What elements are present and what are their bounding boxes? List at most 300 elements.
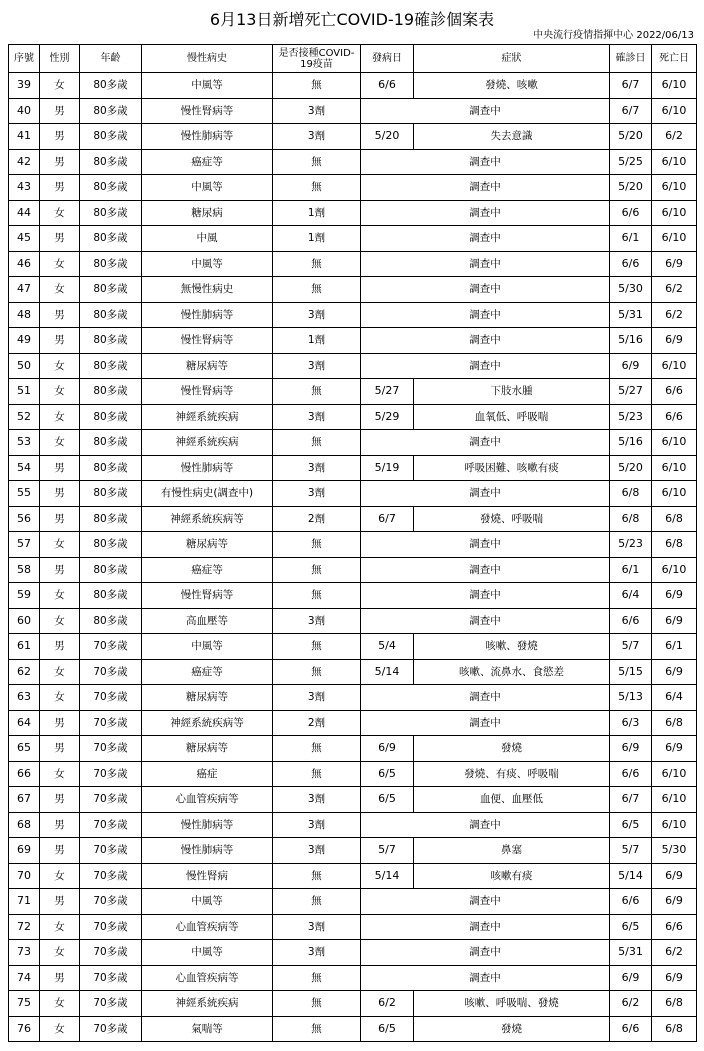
- cell-number: 49: [9, 328, 40, 354]
- cell-number: 57: [9, 532, 40, 558]
- cell-vaccination: 無: [273, 73, 361, 99]
- cell-age: 70多歲: [80, 736, 142, 762]
- cell-sex: 女: [40, 353, 80, 379]
- cell-vaccination: 無: [273, 634, 361, 660]
- cell-symptoms: 調查中: [361, 353, 610, 379]
- cell-confirmed-date: 5/13: [610, 685, 652, 711]
- cell-onset-date: 6/5: [361, 787, 414, 813]
- cell-symptoms: 調查中: [361, 965, 610, 991]
- cell-death-date: 6/4: [652, 685, 697, 711]
- col-header-symptoms: 症狀: [414, 45, 610, 73]
- cell-symptoms: 調查中: [361, 685, 610, 711]
- cell-vaccination: 2劑: [273, 710, 361, 736]
- cell-death-date: 6/9: [652, 328, 697, 354]
- cell-age: 80多歲: [80, 532, 142, 558]
- cell-onset-date: 6/5: [361, 761, 414, 787]
- cell-chronic-history: 慢性腎病: [142, 863, 273, 889]
- cell-chronic-history: 中風: [142, 226, 273, 252]
- cell-death-date: 6/2: [652, 277, 697, 303]
- cell-vaccination: 2劑: [273, 506, 361, 532]
- cell-death-date: 6/10: [652, 430, 697, 456]
- col-header-sex: 性別: [40, 45, 80, 73]
- cell-onset-date: 5/7: [361, 838, 414, 864]
- cell-chronic-history: 神經系統疾病等: [142, 710, 273, 736]
- table-row: [9, 914, 697, 940]
- cell-chronic-history: 糖尿病等: [142, 353, 273, 379]
- cell-number: 69: [9, 838, 40, 864]
- cell-number: 41: [9, 124, 40, 150]
- cell-death-date: 6/2: [652, 302, 697, 328]
- cell-confirmed-date: 6/9: [610, 353, 652, 379]
- cell-symptoms: 調查中: [361, 251, 610, 277]
- cell-confirmed-date: 6/2: [610, 991, 652, 1017]
- table-row: [9, 200, 697, 226]
- cell-confirmed-date: 5/25: [610, 149, 652, 175]
- cell-age: 80多歲: [80, 251, 142, 277]
- cell-vaccination: 3劑: [273, 787, 361, 813]
- cell-age: 80多歲: [80, 124, 142, 150]
- cell-age: 80多歲: [80, 226, 142, 252]
- cell-confirmed-date: 5/14: [610, 863, 652, 889]
- table-row: [9, 557, 697, 583]
- cell-age: 70多歲: [80, 812, 142, 838]
- cell-vaccination: 3劑: [273, 98, 361, 124]
- cell-age: 80多歲: [80, 481, 142, 507]
- cell-sex: 男: [40, 149, 80, 175]
- cell-chronic-history: 有慢性病史(調查中): [142, 481, 273, 507]
- cell-death-date: 6/10: [652, 481, 697, 507]
- cell-age: 70多歲: [80, 634, 142, 660]
- cell-onset-date: 5/20: [361, 124, 414, 150]
- cell-symptoms: 發燒、咳嗽: [414, 73, 610, 99]
- cell-confirmed-date: 6/7: [610, 787, 652, 813]
- cell-symptoms: 發燒、呼吸喘: [414, 506, 610, 532]
- table-row: [9, 251, 697, 277]
- cell-age: 80多歲: [80, 328, 142, 354]
- cell-onset-date: 6/2: [361, 991, 414, 1017]
- cell-death-date: 6/10: [652, 353, 697, 379]
- cell-number: 72: [9, 914, 40, 940]
- cell-onset-date: 6/9: [361, 736, 414, 762]
- cell-number: 60: [9, 608, 40, 634]
- cell-sex: 男: [40, 557, 80, 583]
- cell-confirmed-date: 6/7: [610, 98, 652, 124]
- cell-vaccination: 3劑: [273, 608, 361, 634]
- cell-symptoms: 調查中: [361, 302, 610, 328]
- table-row: [9, 532, 697, 558]
- cell-symptoms: 調查中: [361, 889, 610, 915]
- cell-symptoms: 調查中: [361, 914, 610, 940]
- table-row: [9, 124, 697, 150]
- cell-death-date: 6/10: [652, 98, 697, 124]
- cell-symptoms: 調查中: [361, 710, 610, 736]
- cell-chronic-history: 中風等: [142, 889, 273, 915]
- table-row: [9, 1016, 697, 1042]
- source-date-line: 中央流行疫情指揮中心 2022/06/13: [533, 30, 694, 41]
- cell-number: 43: [9, 175, 40, 201]
- table-row: [9, 634, 697, 660]
- cell-death-date: 6/10: [652, 761, 697, 787]
- cell-sex: 男: [40, 634, 80, 660]
- cell-confirmed-date: 6/1: [610, 557, 652, 583]
- cell-symptoms: 下肢水腫: [414, 379, 610, 405]
- cell-death-date: 6/10: [652, 226, 697, 252]
- cell-number: 50: [9, 353, 40, 379]
- cell-symptoms: 調查中: [361, 175, 610, 201]
- cell-chronic-history: 慢性肺病等: [142, 838, 273, 864]
- cell-confirmed-date: 5/15: [610, 659, 652, 685]
- cell-age: 80多歲: [80, 98, 142, 124]
- cell-onset-date: 5/4: [361, 634, 414, 660]
- cell-vaccination: 3劑: [273, 353, 361, 379]
- cell-death-date: 6/10: [652, 73, 697, 99]
- cell-sex: 女: [40, 200, 80, 226]
- cell-death-date: 6/9: [652, 251, 697, 277]
- cell-symptoms: 調查中: [361, 481, 610, 507]
- cell-vaccination: 無: [273, 379, 361, 405]
- cell-sex: 男: [40, 328, 80, 354]
- col-header-chronic-history: 慢性病史: [142, 45, 273, 73]
- cell-age: 70多歲: [80, 685, 142, 711]
- cell-confirmed-date: 6/1: [610, 226, 652, 252]
- cell-vaccination: 無: [273, 532, 361, 558]
- table-row: [9, 404, 697, 430]
- cell-vaccination: 無: [273, 863, 361, 889]
- cell-sex: 男: [40, 736, 80, 762]
- cell-vaccination: 無: [273, 736, 361, 762]
- cell-confirmed-date: 5/16: [610, 328, 652, 354]
- cell-sex: 女: [40, 991, 80, 1017]
- cell-number: 64: [9, 710, 40, 736]
- table-row: [9, 889, 697, 915]
- table-row: [9, 98, 697, 124]
- cell-number: 73: [9, 940, 40, 966]
- cell-chronic-history: 癌症等: [142, 659, 273, 685]
- cell-confirmed-date: 5/20: [610, 175, 652, 201]
- cell-number: 74: [9, 965, 40, 991]
- table-row: [9, 481, 697, 507]
- cell-sex: 女: [40, 277, 80, 303]
- cell-vaccination: 無: [273, 659, 361, 685]
- cell-number: 52: [9, 404, 40, 430]
- table-row: [9, 379, 697, 405]
- cell-number: 65: [9, 736, 40, 762]
- table-row: [9, 965, 697, 991]
- cell-sex: 女: [40, 1016, 80, 1042]
- cell-death-date: 6/9: [652, 863, 697, 889]
- cell-age: 80多歲: [80, 353, 142, 379]
- cell-sex: 女: [40, 583, 80, 609]
- table-row: [9, 838, 697, 864]
- cell-age: 80多歲: [80, 608, 142, 634]
- cell-death-date: 6/6: [652, 379, 697, 405]
- cell-symptoms: 血氧低、呼吸喘: [414, 404, 610, 430]
- cell-confirmed-date: 5/27: [610, 379, 652, 405]
- cell-symptoms: 調查中: [361, 149, 610, 175]
- cell-vaccination: 3劑: [273, 838, 361, 864]
- cell-chronic-history: 無慢性病史: [142, 277, 273, 303]
- cell-age: 70多歲: [80, 914, 142, 940]
- cell-sex: 男: [40, 710, 80, 736]
- cell-sex: 女: [40, 914, 80, 940]
- cell-vaccination: 3劑: [273, 302, 361, 328]
- cell-chronic-history: 慢性腎病等: [142, 328, 273, 354]
- cell-sex: 女: [40, 251, 80, 277]
- cell-age: 70多歲: [80, 761, 142, 787]
- cell-sex: 男: [40, 889, 80, 915]
- table-row: [9, 430, 697, 456]
- table-row: [9, 302, 697, 328]
- cell-number: 70: [9, 863, 40, 889]
- cell-symptoms: 調查中: [361, 940, 610, 966]
- cell-symptoms: 調查中: [361, 812, 610, 838]
- cell-death-date: 6/10: [652, 812, 697, 838]
- cell-sex: 男: [40, 124, 80, 150]
- cell-symptoms: 調查中: [361, 532, 610, 558]
- cell-confirmed-date: 6/6: [610, 889, 652, 915]
- cell-age: 80多歲: [80, 506, 142, 532]
- cell-age: 70多歲: [80, 889, 142, 915]
- cell-confirmed-date: 5/16: [610, 430, 652, 456]
- cell-confirmed-date: 6/8: [610, 506, 652, 532]
- cell-death-date: 6/2: [652, 124, 697, 150]
- cell-vaccination: 無: [273, 761, 361, 787]
- cell-confirmed-date: 5/20: [610, 124, 652, 150]
- cell-number: 53: [9, 430, 40, 456]
- cell-death-date: 6/8: [652, 710, 697, 736]
- cell-number: 67: [9, 787, 40, 813]
- cell-symptoms: 血便、血壓低: [414, 787, 610, 813]
- cell-symptoms: 發燒: [414, 1016, 610, 1042]
- cell-chronic-history: 糖尿病: [142, 200, 273, 226]
- cell-chronic-history: 慢性腎病等: [142, 379, 273, 405]
- cell-sex: 女: [40, 430, 80, 456]
- table-row: [9, 175, 697, 201]
- cell-vaccination: 3劑: [273, 812, 361, 838]
- cell-symptoms: 失去意識: [414, 124, 610, 150]
- table-row: [9, 659, 697, 685]
- cell-sex: 女: [40, 940, 80, 966]
- col-header-vaccination: 是否接種COVID-19疫苗: [273, 45, 361, 73]
- cell-number: 54: [9, 455, 40, 481]
- cell-confirmed-date: 5/23: [610, 532, 652, 558]
- cell-symptoms: 調查中: [361, 277, 610, 303]
- cell-chronic-history: 癌症等: [142, 149, 273, 175]
- col-header-death-date: 死亡日: [652, 45, 697, 73]
- cell-vaccination: 無: [273, 430, 361, 456]
- cell-age: 80多歲: [80, 277, 142, 303]
- cell-chronic-history: 高血壓等: [142, 608, 273, 634]
- cell-death-date: 6/8: [652, 991, 697, 1017]
- cell-sex: 女: [40, 863, 80, 889]
- cell-vaccination: 無: [273, 149, 361, 175]
- cell-sex: 男: [40, 455, 80, 481]
- cell-sex: 男: [40, 506, 80, 532]
- table-row: [9, 863, 697, 889]
- cell-death-date: 6/9: [652, 736, 697, 762]
- cell-death-date: 6/10: [652, 455, 697, 481]
- cell-number: 45: [9, 226, 40, 252]
- cell-death-date: 5/30: [652, 838, 697, 864]
- cell-number: 59: [9, 583, 40, 609]
- cell-sex: 男: [40, 98, 80, 124]
- cell-age: 80多歲: [80, 583, 142, 609]
- cell-confirmed-date: 6/8: [610, 481, 652, 507]
- table-row: [9, 455, 697, 481]
- cell-sex: 男: [40, 302, 80, 328]
- cell-age: 70多歲: [80, 1016, 142, 1042]
- cell-chronic-history: 慢性腎病等: [142, 583, 273, 609]
- cell-chronic-history: 中風等: [142, 634, 273, 660]
- cell-number: 58: [9, 557, 40, 583]
- cell-death-date: 6/8: [652, 1016, 697, 1042]
- cell-chronic-history: 中風等: [142, 175, 273, 201]
- cell-chronic-history: 氣喘等: [142, 1016, 273, 1042]
- cell-chronic-history: 癌症: [142, 761, 273, 787]
- cell-death-date: 6/6: [652, 404, 697, 430]
- cell-vaccination: 無: [273, 991, 361, 1017]
- cell-chronic-history: 中風等: [142, 940, 273, 966]
- cell-symptoms: 調查中: [361, 608, 610, 634]
- cell-age: 80多歲: [80, 200, 142, 226]
- table-row: [9, 353, 697, 379]
- cell-sex: 男: [40, 175, 80, 201]
- cell-number: 55: [9, 481, 40, 507]
- cell-sex: 女: [40, 659, 80, 685]
- cell-confirmed-date: 6/6: [610, 251, 652, 277]
- cell-sex: 男: [40, 812, 80, 838]
- cell-death-date: 6/2: [652, 940, 697, 966]
- cell-vaccination: 1劑: [273, 200, 361, 226]
- cell-vaccination: 無: [273, 557, 361, 583]
- cell-chronic-history: 慢性肺病等: [142, 455, 273, 481]
- cell-vaccination: 無: [273, 1016, 361, 1042]
- cell-sex: 男: [40, 226, 80, 252]
- col-header-number: 序號: [9, 45, 40, 73]
- cell-number: 75: [9, 991, 40, 1017]
- cell-death-date: 6/9: [652, 965, 697, 991]
- cell-confirmed-date: 6/7: [610, 73, 652, 99]
- table-row: [9, 685, 697, 711]
- cell-symptoms: 調查中: [361, 583, 610, 609]
- cell-symptoms: 調查中: [361, 200, 610, 226]
- cell-symptoms: 發燒、有痰、呼吸喘: [414, 761, 610, 787]
- cell-sex: 女: [40, 685, 80, 711]
- cell-chronic-history: 糖尿病等: [142, 736, 273, 762]
- cell-chronic-history: 癌症等: [142, 557, 273, 583]
- cell-chronic-history: 神經系統疾病: [142, 404, 273, 430]
- table-row: [9, 506, 697, 532]
- cell-confirmed-date: 5/31: [610, 940, 652, 966]
- cell-symptoms: 調查中: [361, 98, 610, 124]
- cell-confirmed-date: 5/31: [610, 302, 652, 328]
- cell-onset-date: 6/6: [361, 73, 414, 99]
- cell-age: 80多歲: [80, 404, 142, 430]
- cell-confirmed-date: 5/7: [610, 838, 652, 864]
- cell-onset-date: 6/7: [361, 506, 414, 532]
- cell-onset-date: 5/14: [361, 863, 414, 889]
- cell-chronic-history: 慢性肺病等: [142, 812, 273, 838]
- cell-onset-date: 5/29: [361, 404, 414, 430]
- cell-symptoms: 咳嗽、呼吸喘、發燒: [414, 991, 610, 1017]
- cell-number: 48: [9, 302, 40, 328]
- cell-death-date: 6/10: [652, 787, 697, 813]
- cell-sex: 女: [40, 73, 80, 99]
- table-row: [9, 277, 697, 303]
- cell-confirmed-date: 6/9: [610, 736, 652, 762]
- cell-confirmed-date: 6/6: [610, 1016, 652, 1042]
- cell-age: 80多歲: [80, 379, 142, 405]
- cell-death-date: 6/9: [652, 608, 697, 634]
- document-title: 6月13日新增死亡COVID-19確診個案表: [209, 10, 495, 29]
- cell-age: 80多歲: [80, 557, 142, 583]
- cell-age: 80多歲: [80, 455, 142, 481]
- cell-confirmed-date: 6/6: [610, 608, 652, 634]
- cell-vaccination: 3劑: [273, 940, 361, 966]
- cell-age: 70多歲: [80, 863, 142, 889]
- table-row: [9, 761, 697, 787]
- cell-sex: 男: [40, 965, 80, 991]
- table-row: [9, 710, 697, 736]
- cell-age: 80多歲: [80, 73, 142, 99]
- cell-number: 44: [9, 200, 40, 226]
- cell-vaccination: 1劑: [273, 328, 361, 354]
- cell-chronic-history: 慢性肺病等: [142, 302, 273, 328]
- cell-chronic-history: 中風等: [142, 73, 273, 99]
- cell-number: 42: [9, 149, 40, 175]
- cell-sex: 女: [40, 608, 80, 634]
- cell-number: 71: [9, 889, 40, 915]
- cell-vaccination: 無: [273, 965, 361, 991]
- cell-symptoms: 發燒: [414, 736, 610, 762]
- cell-confirmed-date: 6/3: [610, 710, 652, 736]
- cell-onset-date: 5/27: [361, 379, 414, 405]
- cell-vaccination: 無: [273, 251, 361, 277]
- col-header-onset-date: 發病日: [361, 45, 414, 73]
- table-row: [9, 608, 697, 634]
- cell-chronic-history: 中風等: [142, 251, 273, 277]
- cell-confirmed-date: 6/6: [610, 761, 652, 787]
- cell-symptoms: 咳嗽有痰: [414, 863, 610, 889]
- case-table: [8, 44, 697, 1042]
- cell-sex: 男: [40, 787, 80, 813]
- cell-age: 80多歲: [80, 430, 142, 456]
- cell-chronic-history: 慢性腎病等: [142, 98, 273, 124]
- cell-symptoms: 調查中: [361, 557, 610, 583]
- cell-sex: 男: [40, 838, 80, 864]
- cell-onset-date: 5/19: [361, 455, 414, 481]
- cell-symptoms: 咳嗽、發燒: [414, 634, 610, 660]
- cell-vaccination: 無: [273, 175, 361, 201]
- cell-death-date: 6/10: [652, 175, 697, 201]
- cell-death-date: 6/8: [652, 532, 697, 558]
- table-row: [9, 991, 697, 1017]
- cell-vaccination: 無: [273, 277, 361, 303]
- cell-symptoms: 調查中: [361, 328, 610, 354]
- table-row: [9, 812, 697, 838]
- cell-sex: 男: [40, 481, 80, 507]
- cell-confirmed-date: 6/5: [610, 914, 652, 940]
- table-row: [9, 328, 697, 354]
- cell-vaccination: 3劑: [273, 481, 361, 507]
- cell-vaccination: 1劑: [273, 226, 361, 252]
- cell-confirmed-date: 5/30: [610, 277, 652, 303]
- cell-death-date: 6/6: [652, 914, 697, 940]
- cell-confirmed-date: 6/9: [610, 965, 652, 991]
- cell-number: 39: [9, 73, 40, 99]
- cell-death-date: 6/9: [652, 659, 697, 685]
- cell-age: 80多歲: [80, 149, 142, 175]
